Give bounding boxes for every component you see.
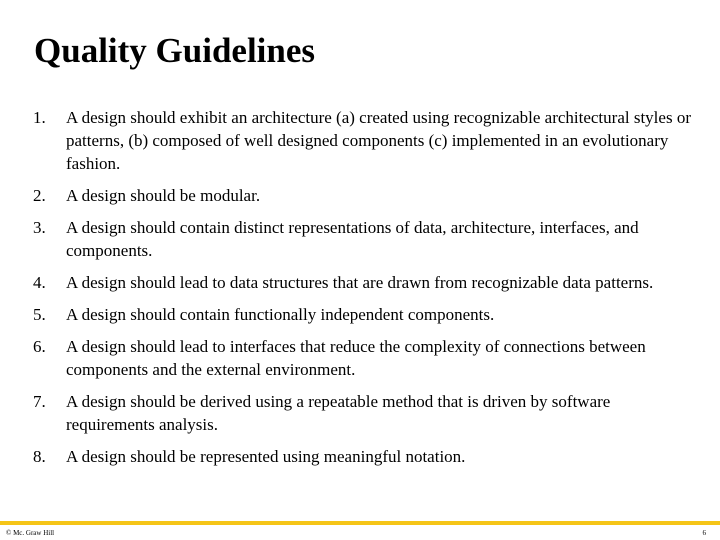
item-text: A design should exhibit an architecture (a) created using recognizable architectural styles or patterns, (b) composed of well designed components (c) implemented in an evolutionary fashion. [66, 108, 691, 173]
guidelines-list [33, 106, 698, 477]
item-number: 2. [33, 186, 46, 205]
slide-title: Quality Guidelines [34, 31, 316, 70]
item-number: 7. [33, 392, 46, 411]
list-item [33, 390, 698, 436]
list-item [33, 271, 698, 294]
item-text: A design should be derived using a repeatable method that is driven by software requirements analysis. [66, 392, 611, 434]
item-text: A design should be modular. [66, 186, 261, 205]
item-number: 5. [33, 305, 46, 324]
item-text: A design should lead to interfaces that reduce the complexity of connections between components and the external environment. [66, 337, 646, 379]
list-item [33, 445, 698, 468]
footer-divider [0, 521, 720, 525]
item-text: A design should contain distinct representations of data, architecture, interfaces, and components. [66, 218, 639, 260]
item-text: A design should be represented using meaningful notation. [66, 447, 466, 466]
item-number: 4. [33, 273, 46, 292]
list-item [33, 335, 698, 381]
page-number: 6 [702, 529, 706, 537]
item-number: 6. [33, 337, 46, 356]
item-text: A design should lead to data structures that are drawn from recognizable data patterns. [66, 273, 654, 292]
item-number: 3. [33, 218, 46, 237]
list-item [33, 303, 698, 326]
item-number: 8. [33, 447, 46, 466]
list-item [33, 216, 698, 262]
item-text: A design should contain functionally independent components. [66, 305, 495, 324]
copyright-notice: © Mc. Graw Hill [6, 529, 55, 537]
list-item [33, 106, 698, 175]
list-item [33, 184, 698, 207]
item-number: 1. [33, 108, 46, 127]
